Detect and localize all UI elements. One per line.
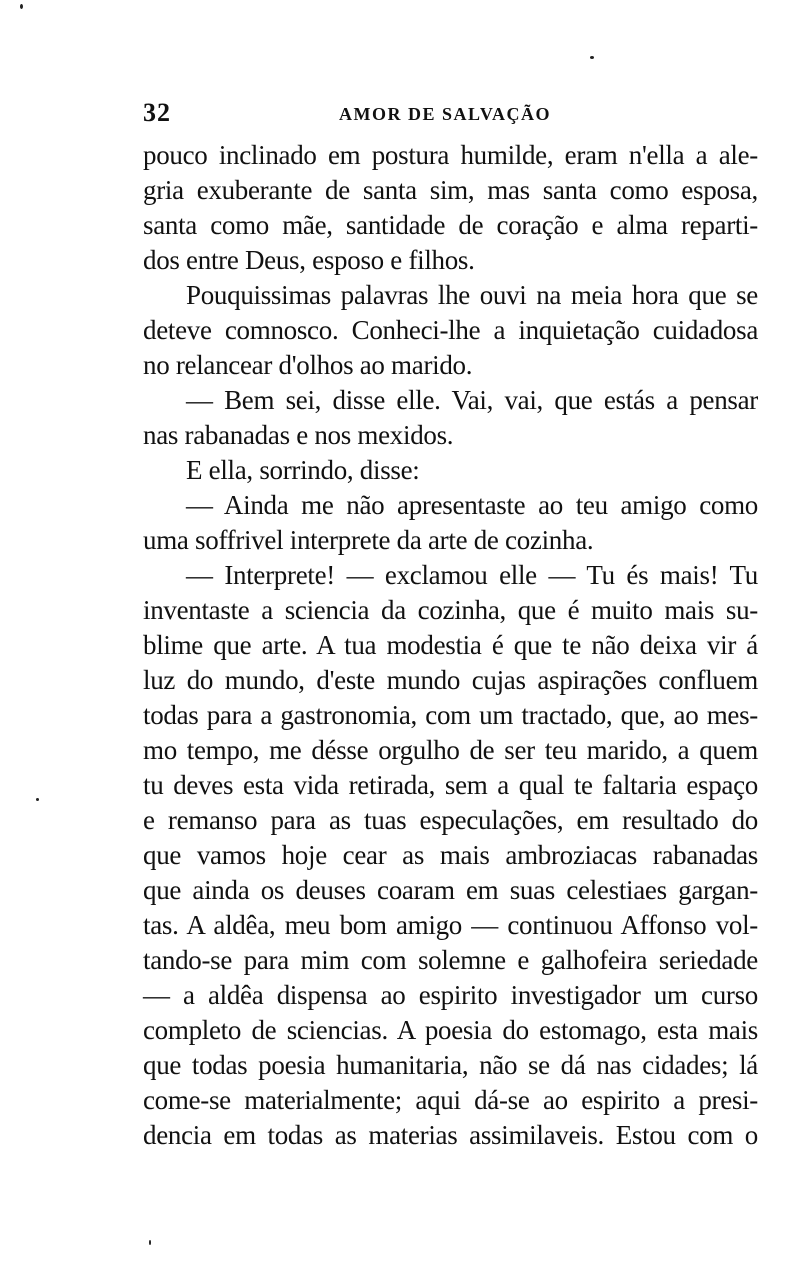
text-line: uma soffrivel interprete da arte de cozinha. — [143, 525, 594, 555]
scan-speck — [36, 798, 39, 801]
text-line: blime que arte. A tua modestia é que te não deixa vir á — [143, 630, 758, 660]
text-line: pouco inclinado em postura humilde, eram n'ella a ale- — [143, 140, 758, 170]
text-line: dos entre Deus, esposo e filhos. — [143, 245, 475, 275]
text-line: luz do mundo, d'este mundo cujas aspirações confluem — [143, 665, 758, 695]
text-line: — Bem sei, disse elle. Vai, vai, que estás a pensar — [186, 385, 758, 415]
scan-speck — [149, 1240, 151, 1245]
text-line: todas para a gastronomia, com um tractado, que, ao mes- — [143, 700, 758, 730]
page-number: 32 — [143, 98, 171, 127]
text-line: e remanso para as tuas especulações, em resultado do — [143, 805, 758, 835]
text-line: santa como mãe, santidade de coração e alma reparti- — [143, 210, 758, 240]
text-line: dencia em todas as materias assimilaveis. Estou com o — [143, 1120, 758, 1150]
scan-speck — [590, 56, 594, 59]
text-line: tu deves esta vida retirada, sem a qual te faltaria espaço — [143, 770, 758, 800]
text-line: — Interprete! — exclamou elle — Tu és mais! Tu — [186, 560, 758, 590]
text-line: deteve comnosco. Conheci-lhe a inquietação cuidadosa — [143, 315, 758, 345]
text-line: no relancear d'olhos ao marido. — [143, 350, 473, 380]
text-line: completo de sciencias. A poesia do estomago, esta mais — [143, 1015, 758, 1045]
text-line: nas rabanadas e nos mexidos. — [143, 420, 454, 450]
text-line: come-se materialmente; aqui dá-se ao espirito a presi- — [143, 1085, 758, 1115]
body-text — [143, 138, 758, 1153]
page-header — [143, 98, 755, 128]
text-line: Pouquissimas palavras lhe ouvi na meia hora que se — [186, 280, 758, 310]
text-line: — a aldêa dispensa ao espirito investigador um curso — [143, 980, 758, 1010]
text-line: E ella, sorrindo, disse: — [186, 455, 420, 485]
text-line: que ainda os deuses coaram em suas celestiaes gargan- — [143, 875, 758, 905]
text-line: — Ainda me não apresentaste ao teu amigo como — [186, 490, 758, 520]
text-line: inventaste a sciencia da cozinha, que é muito mais su- — [143, 595, 758, 625]
text-line: que todas poesia humanitaria, não se dá nas cidades; lá — [143, 1050, 758, 1080]
running-title: AMOR DE SALVAÇÃO — [339, 104, 552, 124]
text-line: que vamos hoje cear as mais ambroziacas rabanadas — [143, 840, 758, 870]
text-line: tas. A aldêa, meu bom amigo — continuou Affonso vol- — [143, 910, 758, 940]
text-line: mo tempo, me désse orgulho de ser teu marido, a quem — [143, 735, 758, 765]
text-line: gria exuberante de santa sim, mas santa como esposa, — [143, 175, 758, 205]
scan-speck — [20, 4, 23, 9]
text-line: tando-se para mim com solemne e galhofeira seriedade — [143, 945, 758, 975]
